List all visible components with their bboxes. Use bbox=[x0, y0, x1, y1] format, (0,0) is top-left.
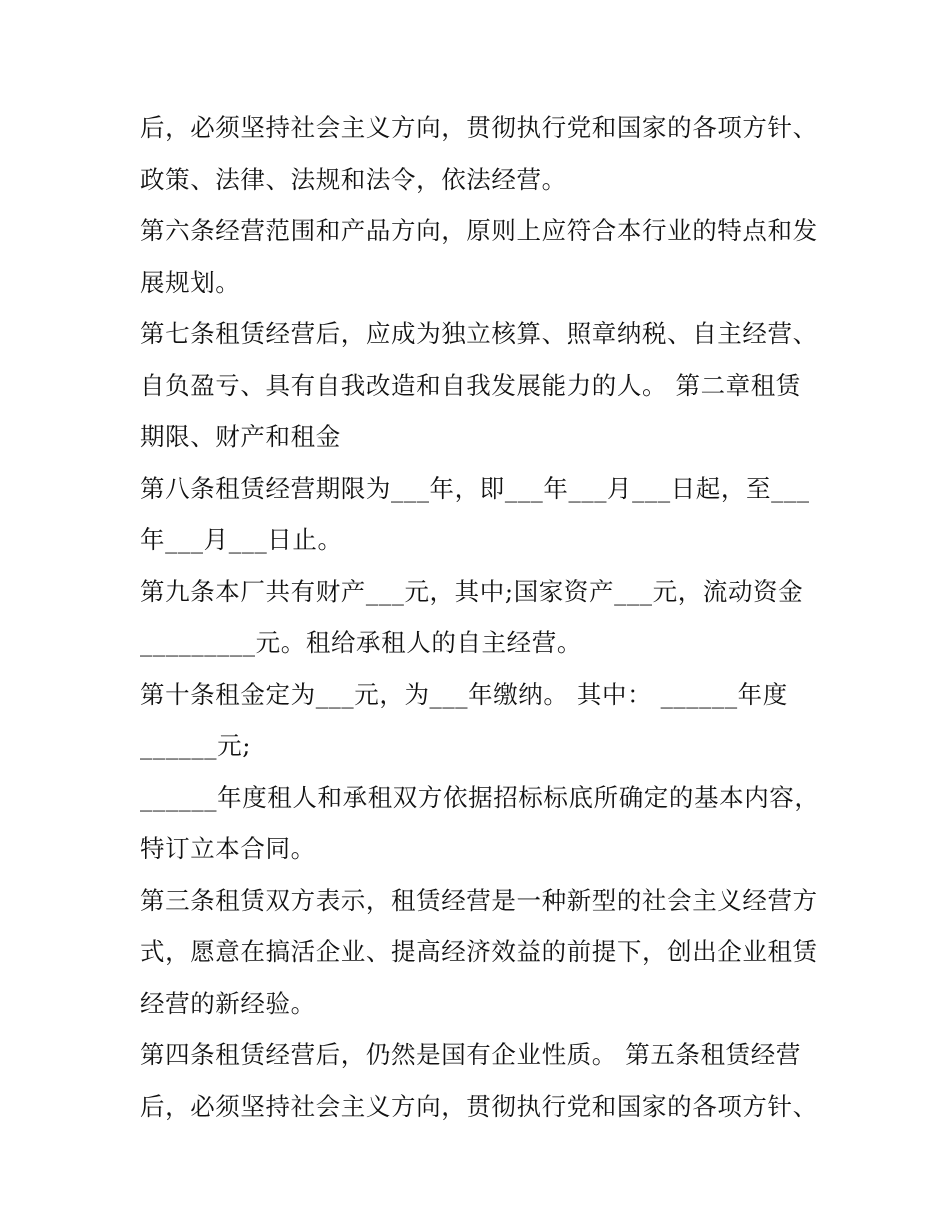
text-line: 第七条租赁经营后，应成为独立核算、照章纳税、自主经营、 bbox=[140, 319, 818, 348]
text-line: 自负盈亏、具有自我改造和自我发展能力的人。 第二章租赁 bbox=[140, 370, 801, 400]
text-line: 后，必须坚持社会主义方向，贯彻执行党和国家的各项方针、 bbox=[140, 1091, 818, 1121]
text-line: 第四条租赁经营后，仍然是国有企业性质。 第五条租赁经营 bbox=[140, 1040, 801, 1069]
text-line: 第六条经营范围和产品方向，原则上应符合本行业的特点和发 bbox=[140, 216, 818, 245]
text-line: _________元。租给承租人的自主经营。 bbox=[140, 628, 582, 657]
text-line: 第三条租赁双方表示，租赁经营是一种新型的社会主义经营方 bbox=[140, 885, 818, 915]
text-line: 展规划。 bbox=[140, 267, 241, 297]
text-line: 政策、法律、法规和法令，依法经营。 bbox=[140, 164, 567, 194]
text-line: 特订立本合同。 bbox=[140, 834, 316, 863]
text-line: ______年度租人和承租双方依据招标标底所确定的基本内容， bbox=[140, 782, 820, 812]
text-line: 第十条租金定为___元，为___年缴纳。 其中： ______年度 bbox=[140, 679, 788, 709]
text-line: 第九条本厂共有财产___元，其中;国家资产___元，流动资金 bbox=[140, 576, 804, 606]
document-body bbox=[140, 102, 820, 1132]
text-line: ______元; bbox=[140, 731, 252, 760]
text-line: 年___月___日止。 bbox=[140, 525, 343, 554]
text-line: 经营的新经验。 bbox=[140, 988, 316, 1018]
text-line: 期限、财产和租金 bbox=[140, 422, 341, 451]
text-line: 式，愿意在搞活企业、提高经济效益的前提下，创出企业租赁 bbox=[140, 937, 818, 966]
text-line: 第八条租赁经营期限为___年，即___年___月___日起，至___ bbox=[140, 473, 810, 503]
text-line: 后，必须坚持社会主义方向，贯彻执行党和国家的各项方针、 bbox=[140, 113, 818, 142]
